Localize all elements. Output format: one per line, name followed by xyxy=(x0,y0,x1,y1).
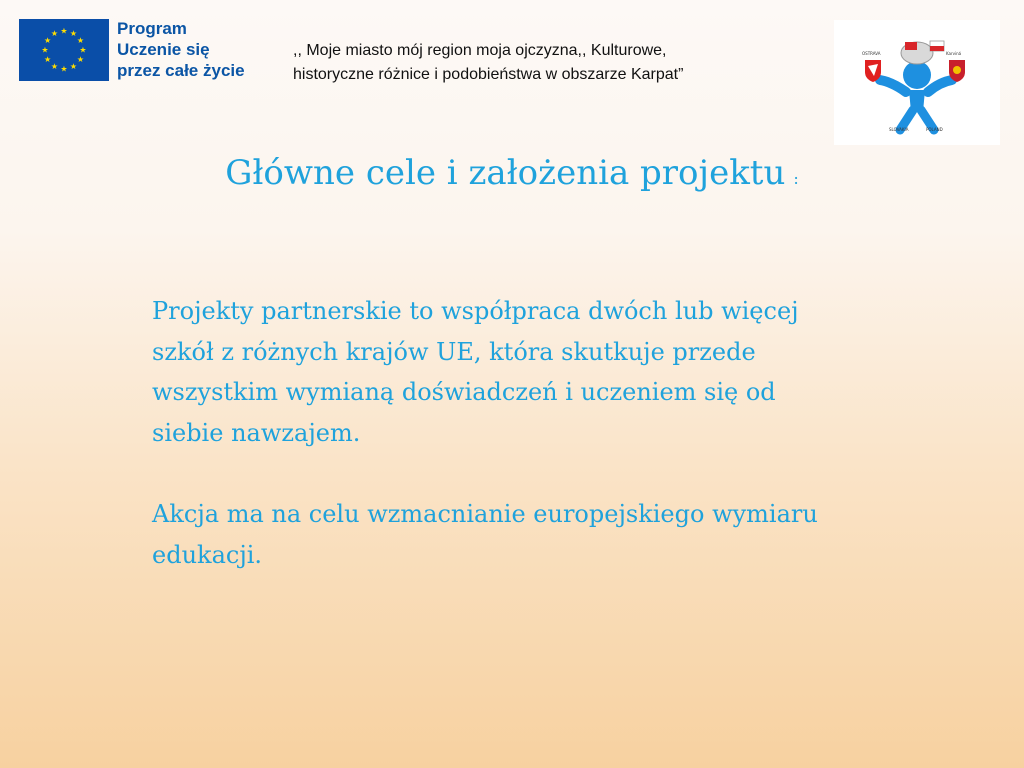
label-left: OSTRAVA xyxy=(862,51,881,56)
eu-star-icon: ★ xyxy=(50,29,59,39)
eu-star-icon: ★ xyxy=(79,45,87,55)
label-right: Karviná xyxy=(946,51,962,56)
eu-star-icon: ★ xyxy=(41,45,49,55)
slide-title-text: Główne cele i założenia projektu xyxy=(225,153,786,193)
program-logo-line: przez całe życie xyxy=(117,61,245,80)
label-bottom-right: POLAND xyxy=(926,127,943,132)
eu-star-icon: ★ xyxy=(76,36,85,45)
eu-star-icon: ★ xyxy=(50,61,59,71)
slide-title-suffix: : xyxy=(793,169,799,188)
project-logo xyxy=(834,20,1000,145)
body-paragraph-2: Akcja ma na celu wzmacnianie europejskiego wymiaru edukacji. xyxy=(152,500,818,569)
project-title-line-2: historyczne różnice i podobieństwa w obszarze Karpat” xyxy=(293,66,684,83)
eu-star-icon: ★ xyxy=(69,61,78,71)
eu-star-icon: ★ xyxy=(60,26,68,36)
program-logo-line: Uczenie się xyxy=(117,40,210,59)
label-bottom-left: SLOVAKIA xyxy=(889,127,909,132)
slide-title xyxy=(0,153,1024,193)
project-title xyxy=(293,39,823,87)
eu-flag-icon xyxy=(19,19,109,81)
program-logo xyxy=(19,19,265,83)
project-title-line-1: ,, Moje miasto mój region moja ojczyzna,, Kulturowe, xyxy=(293,42,667,59)
eu-star-icon: ★ xyxy=(43,55,52,64)
program-logo-text xyxy=(117,18,245,81)
eu-star-icon: ★ xyxy=(76,55,85,64)
body-paragraph-1: Projekty partnerskie to współpraca dwóch lub więcej szkół z różnych krajów UE, która skutkuje przede wszystkim wymianą doświadczeń i uczeniem się od siebie nawzajem. xyxy=(152,297,799,447)
eu-star-icon: ★ xyxy=(60,64,68,74)
eu-star-icon: ★ xyxy=(43,36,52,45)
program-logo-line: Program xyxy=(117,19,187,38)
person-figure-icon xyxy=(834,20,1000,145)
eu-star-icon: ★ xyxy=(69,29,78,39)
